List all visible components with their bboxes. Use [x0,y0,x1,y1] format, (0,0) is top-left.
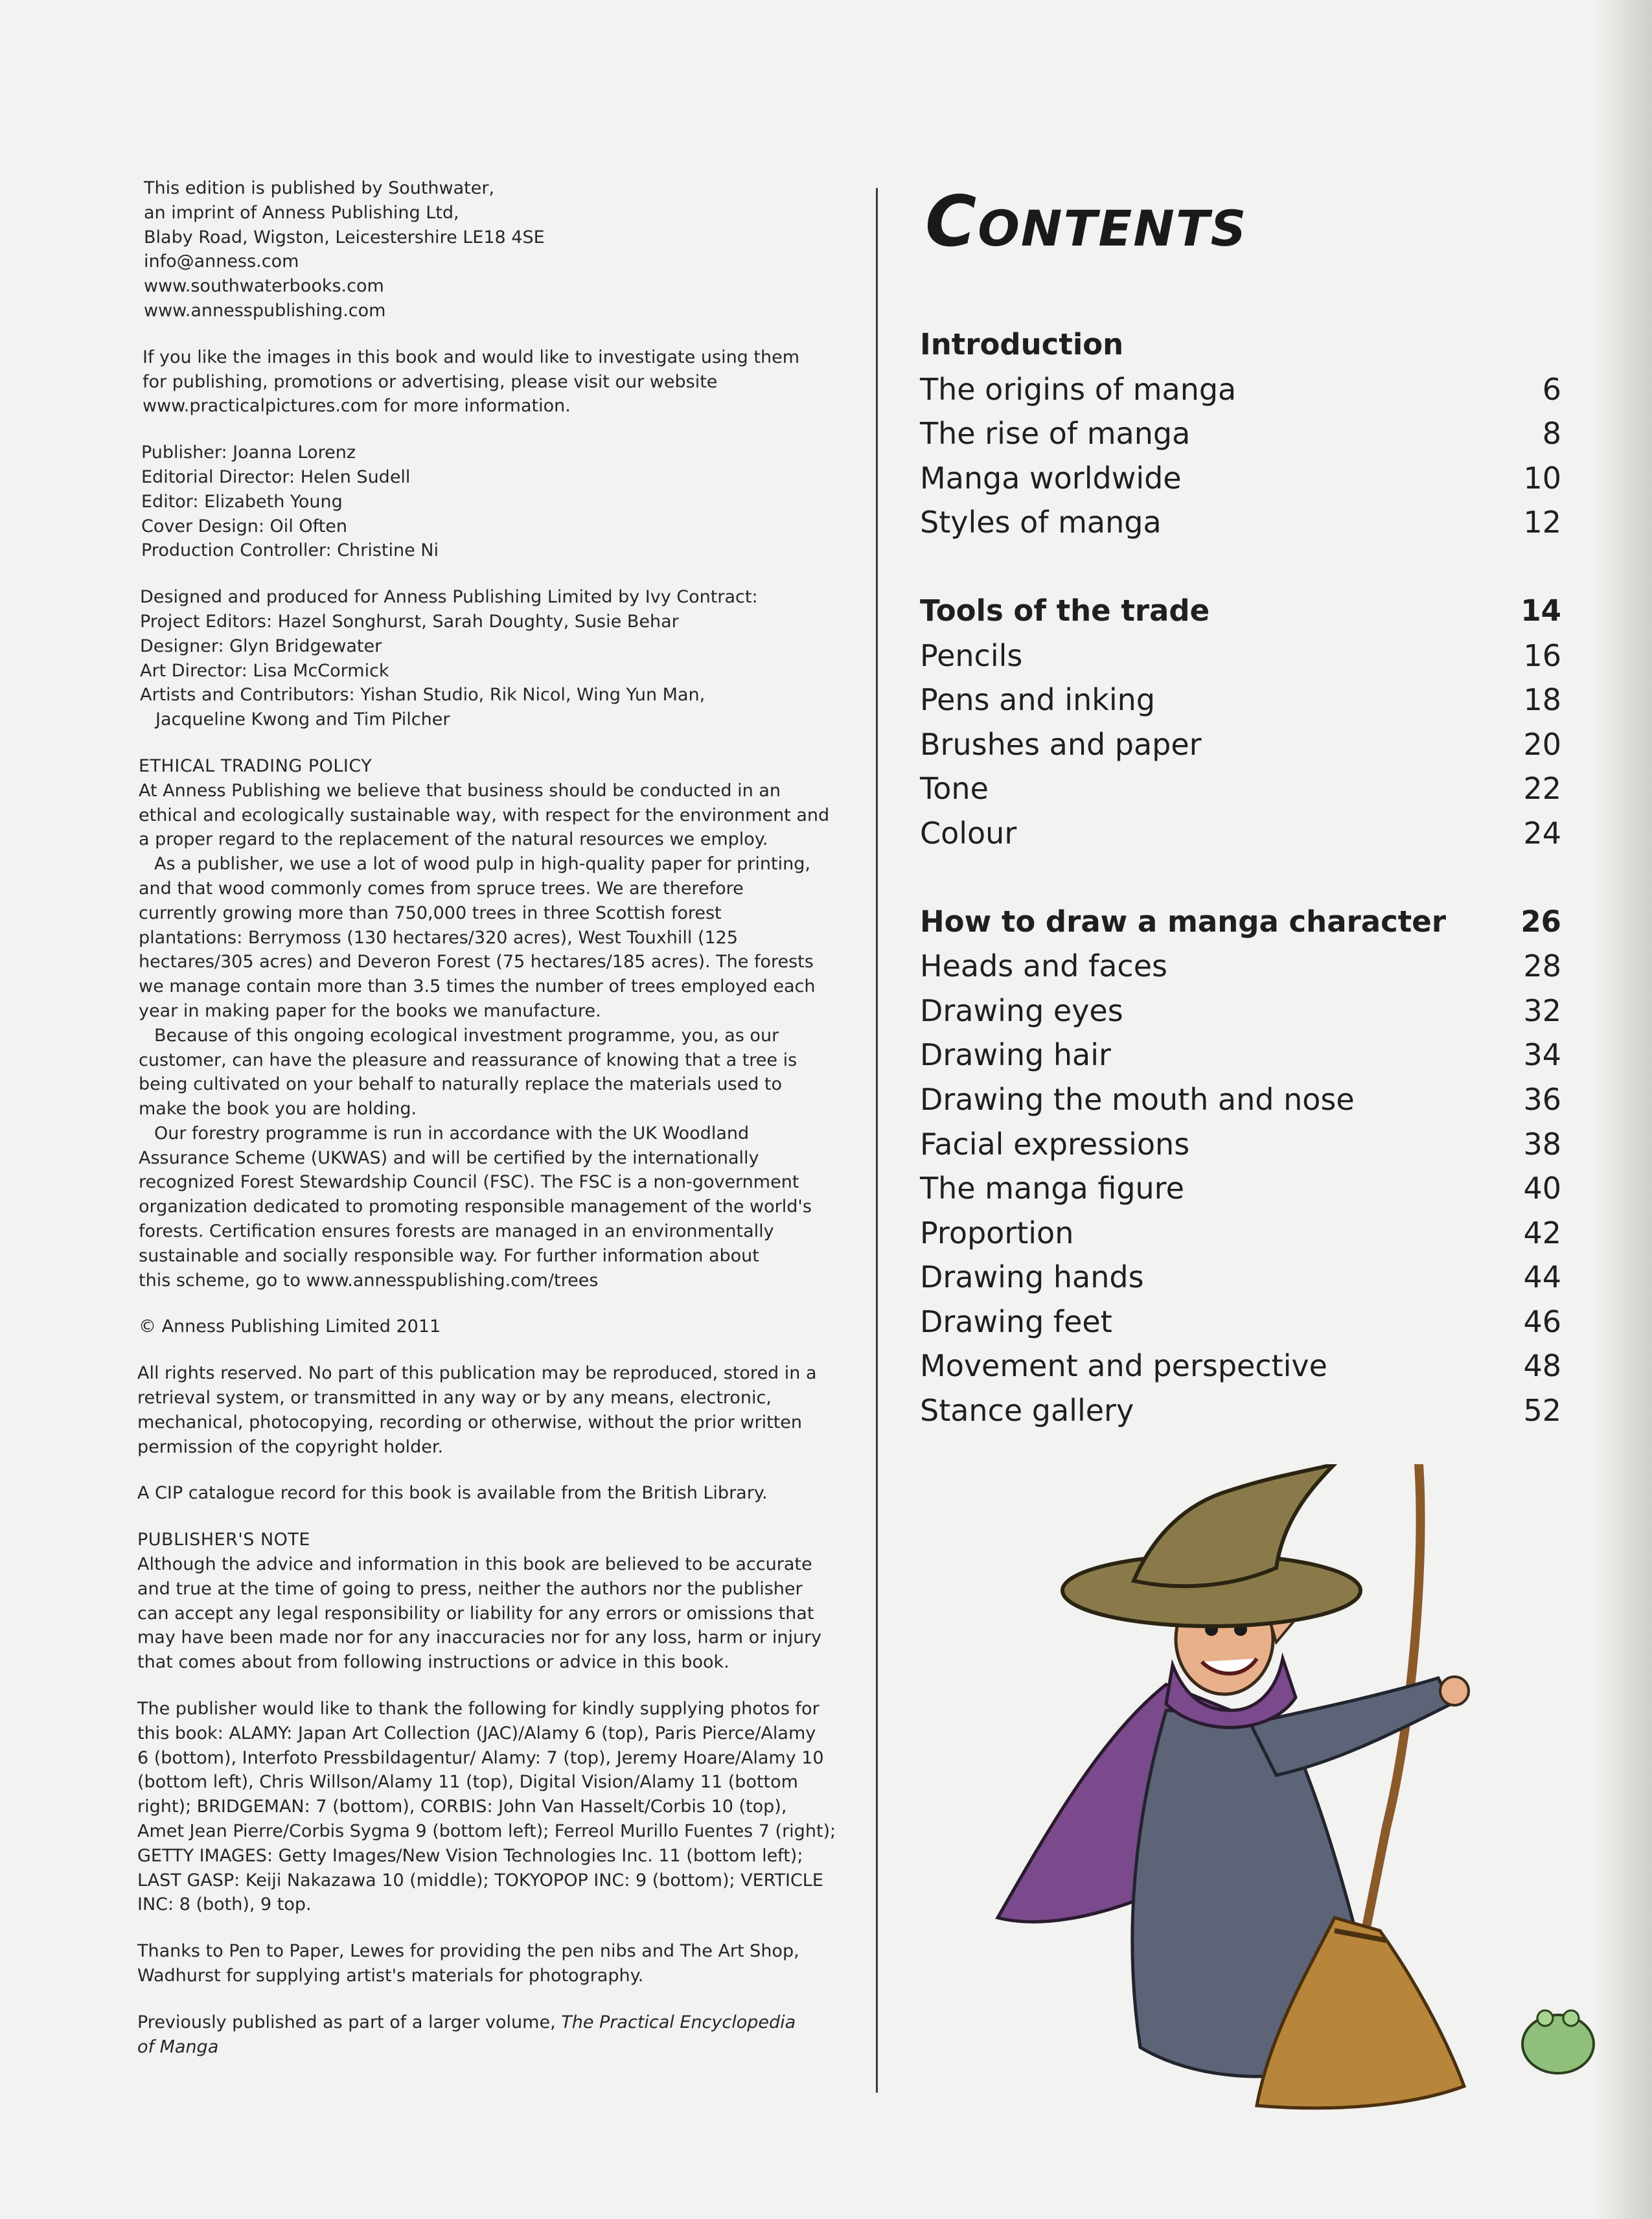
copyright-notice [139,1315,863,1339]
photo-credit-line: 6 (bottom), Interfoto Pressbildagentur/ Alamy: 7 (top), Jeremy Hoare/Alamy 10 [137,1747,824,1768]
toc-entry-label: Tone [920,771,989,807]
design-line: Project Editors: Hazel Songhurst, Sarah Doughty, Susie Behar [140,611,679,632]
publishers-note [137,1528,863,1675]
imprint-block [144,176,863,323]
toc-section-introduction [920,323,1561,545]
photo-credit-line: Amet Jean Pierre/Corbis Sygma 9 (bottom left); Ferreol Murillo Fuentes 7 (right); [137,1821,836,1842]
toc-section-heading[interactable] [920,589,1561,634]
design-line: Artists and Contributors: Yishan Studio, Rik Nicol, Wing Yun Man, [140,685,706,706]
toc-entry[interactable] [920,1211,1561,1256]
toc-entry[interactable] [920,411,1561,456]
design-line: Designer: Glyn Bridgewater [140,636,382,656]
toc-entry-page: 48 [1523,1348,1561,1384]
imprint-line: Blaby Road, Wigston, Leicestershire LE18 4SE [144,227,545,247]
toc-heading-label: Tools of the trade [920,593,1210,628]
ethical-line: plantations: Berrymoss (130 hectares/320 acres), West Touxhill (125 [139,927,739,948]
ethical-line: Our forestry programme is run in accordance with the UK Woodland [154,1123,750,1144]
ethical-line: this scheme, go to www.annesspublishing.com/trees [139,1270,599,1291]
toc-entry[interactable] [920,367,1561,412]
toc-entry-page: 40 [1523,1171,1561,1206]
photo-credit-line: right); BRIDGEMAN: 7 (bottom), CORBIS: John Van Hasselt/Corbis 10 (top), [137,1797,787,1817]
toc-entry[interactable] [920,1344,1561,1388]
staff-credits [141,441,863,563]
ethical-line: ethical and ecologically sustainable way, with respect for the environment and [139,805,830,825]
ethical-line: make the book you are holding. [139,1099,417,1120]
imprint-website: www.southwaterbooks.com [144,276,384,297]
toc-entry[interactable] [920,1166,1561,1211]
toc-entry[interactable] [920,456,1561,501]
toc-entry-page: 24 [1523,815,1561,851]
cip-line: A CIP catalogue record for this book is available from the British Library. [137,1483,768,1504]
toc-entry-label: Drawing hair [920,1037,1111,1073]
cip-notice [137,1481,863,1506]
toc-heading-page: 14 [1520,593,1561,628]
toc-entry-label: Brushes and paper [920,726,1202,762]
book-title-continuation: of Manga [137,2036,219,2057]
toc-heading-page: 26 [1520,904,1561,939]
staff-line: Editor: Elizabeth Young [141,491,343,512]
toc-entry-label: The manga figure [920,1171,1184,1206]
book-title: The Practical Encyclopedia [561,2012,796,2032]
publishers-note-line: Although the advice and information in this book are believed to be accurate [137,1554,812,1575]
toc-entry-page: 52 [1523,1393,1561,1429]
design-credits [140,585,863,732]
toc-entry-page: 32 [1523,993,1561,1028]
ethical-line: customer, can have the pleasure and reassurance of knowing that a tree is [139,1050,797,1070]
photo-credit-line: this book: ALAMY: Japan Art Collection (JAC)/Alamy 6 (top), Paris Pierce/Alamy [137,1723,816,1743]
ethical-line: a proper regard to the replacement of the natural resources we employ. [139,829,768,850]
toc-entry-page: 20 [1523,726,1561,762]
imprint-line: This edition is published by Southwater, [144,178,495,198]
frog-eye-right [1563,2010,1579,2026]
staff-line: Editorial Director: Helen Sudell [141,466,411,487]
copyright-column [137,176,863,2081]
ethical-line: sustainable and socially responsible way. For further information about [139,1245,759,1266]
toc-entry[interactable] [920,1300,1561,1344]
rights-line: All rights reserved. No part of this publication may be reproduced, stored in a [137,1363,817,1384]
toc-entry-label: The origins of manga [920,371,1237,407]
toc-entry-label: Drawing eyes [920,993,1123,1028]
thanks-note [137,1939,863,1988]
previously-published-line [137,2010,863,2035]
staff-line: Cover Design: Oil Often [141,516,347,536]
toc-entry-page: 22 [1523,771,1561,807]
design-line-continuation: Jacqueline Kwong and Tim Pilcher [155,709,450,730]
ethical-line: we manage contain more than 3.5 times the number of trees employed each [139,976,816,997]
toc-entry[interactable] [920,678,1561,722]
witch-hand [1440,1677,1469,1705]
toc-entry[interactable] [920,989,1561,1033]
toc-section-heading[interactable] [920,323,1561,367]
toc-entry[interactable] [920,944,1561,989]
previously-published-text: Previously published as part of a larger volume, [137,2012,562,2032]
photo-credit-line: INC: 8 (both), 9 top. [137,1894,312,1915]
ethical-line: organization dedicated to promoting responsible management of the world's [139,1197,812,1217]
frog-eye-left [1537,2010,1553,2026]
toc-entry-label: Pencils [920,638,1023,673]
toc-entry[interactable] [920,722,1561,767]
ethical-line: being cultivated on your behalf to naturally replace the materials used to [139,1074,783,1095]
ethical-heading: ETHICAL TRADING POLICY [139,755,373,776]
publishers-note-line: that comes about from following instructions or advice in this book. [137,1652,729,1673]
pictures-note-line: for publishing, promotions or advertising, please visit our website [143,371,718,392]
toc-entry-label: Drawing hands [920,1259,1144,1295]
column-divider [876,188,878,2093]
toc-entry-label: Proportion [920,1215,1074,1250]
ethical-line: forests. Certification ensures forests are managed in an environmentally [139,1221,774,1242]
ethical-line: At Anness Publishing we believe that business should be conducted in an [139,780,781,801]
witch-illustration [972,1464,1633,2112]
publishers-note-line: and true at the time of going to press, neither the authors nor the publisher [137,1578,803,1599]
ethical-line: Because of this ongoing ecological investment programme, you, as our [154,1025,779,1046]
ethical-line: currently growing more than 750,000 trees in three Scottish forest [139,903,722,923]
imprint-website: www.annesspublishing.com [144,300,386,321]
staff-line: Publisher: Joanna Lorenz [141,443,356,463]
toc-entry-label: Manga worldwide [920,460,1182,496]
toc-entry[interactable] [920,1122,1561,1167]
rights-line: permission of the copyright holder. [137,1436,444,1457]
ethical-line: and that wood commonly comes from spruce trees. We are therefore [139,878,744,899]
ethical-trading-policy [139,754,863,1293]
toc-entry-page: 42 [1523,1215,1561,1250]
design-line: Designed and produced for Anness Publishing Limited by Ivy Contract: [140,587,758,608]
toc-entry-page: 44 [1523,1259,1561,1295]
thanks-line: Wadhurst for supplying artist's materials for photography. [137,1966,644,1986]
toc-heading-label: How to draw a manga character [920,904,1447,939]
toc-section-heading[interactable] [920,900,1561,945]
contents-title: Contents [925,181,1248,262]
previously-published [137,2010,863,2060]
imprint-email: info@anness.com [144,251,299,272]
staff-line: Production Controller: Christine Ni [141,540,439,561]
publishers-note-heading: PUBLISHER'S NOTE [137,1530,310,1550]
toc-entry-label: Drawing the mouth and nose [920,1081,1355,1117]
toc-entry-label: Movement and perspective [920,1348,1327,1384]
frog-body [1522,2015,1594,2073]
toc-entry-page: 28 [1523,949,1561,984]
rights-line: mechanical, photocopying, recording or otherwise, without the prior written [137,1412,802,1432]
pictures-note-line: www.practicalpictures.com for more information. [143,396,571,417]
toc-entry[interactable] [920,634,1561,678]
toc-entry[interactable] [920,1388,1561,1433]
pictures-note-line: If you like the images in this book and would like to investigate using them [143,347,800,367]
ethical-line: Assurance Scheme (UKWAS) and will be certified by the internationally [139,1147,759,1168]
ethical-line: year in making paper for the books we manufacture. [139,1000,601,1021]
toc-entry-label: Pens and inking [920,682,1156,718]
design-line: Art Director: Lisa McCormick [140,660,389,681]
toc-entry[interactable] [920,811,1561,856]
toc-entry-page: 46 [1523,1304,1561,1339]
toc-entry[interactable] [920,766,1561,811]
photo-credit-line: GETTY IMAGES: Getty Images/New Vision Technologies Inc. 11 (bottom left); [137,1845,803,1866]
photo-credit-line: The publisher would like to thank the following for kindly supplying photos for [137,1699,820,1719]
pictures-note [143,345,863,419]
photo-credits [137,1697,863,1917]
toc-entry-page: 36 [1523,1081,1561,1117]
toc-entry-label: Styles of manga [920,505,1162,540]
toc-entry[interactable] [920,1033,1561,1077]
toc-section-tools [920,589,1561,856]
publishers-note-line: may have been made nor for any inaccuracies nor for any loss, harm or injury [137,1627,822,1648]
toc-entry-label: The rise of manga [920,416,1191,452]
toc-entry-page: 38 [1523,1126,1561,1162]
toc-entry-label: Colour [920,815,1017,851]
toc-entry-page: 34 [1523,1037,1561,1073]
imprint-line: an imprint of Anness Publishing Ltd, [144,202,459,223]
toc-section-how-to-draw [920,900,1561,1433]
toc-heading-label: Introduction [920,327,1124,362]
toc-entry-page: 6 [1542,371,1561,407]
photo-credit-line: (bottom left), Chris Willson/Alamy 11 (top), Digital Vision/Alamy 11 (bottom [137,1772,798,1793]
toc-entry-label: Drawing feet [920,1304,1112,1339]
toc-entry-label: Facial expressions [920,1126,1190,1162]
rights-line: retrieval system, or transmitted in any way or by any means, electronic, [137,1388,772,1408]
toc-entry-page: 16 [1523,638,1561,673]
toc-entry[interactable] [920,1077,1561,1122]
thanks-line: Thanks to Pen to Paper, Lewes for providing the pen nibs and The Art Shop, [137,1941,799,1962]
ethical-line: As a publisher, we use a lot of wood pulp in high-quality paper for printing, [154,854,810,875]
ethical-line: hectares/305 acres) and Deveron Forest (75 hectares/185 acres). The forests [139,952,814,972]
photo-credit-line: LAST GASP: Keiji Nakazawa 10 (middle); TOKYOPOP INC: 9 (bottom); VERTICLE [137,1870,823,1891]
toc-entry-page: 10 [1523,460,1561,496]
toc-entry[interactable] [920,1255,1561,1300]
rights-reserved [137,1361,863,1459]
toc-entry-page: 12 [1523,505,1561,540]
copyright-line: © Anness Publishing Limited 2011 [139,1316,441,1337]
ethical-line: recognized Forest Stewardship Council (FSC). The FSC is a non-government [139,1172,799,1193]
toc-entry-page: 8 [1542,416,1561,452]
toc-entry-label: Stance gallery [920,1393,1134,1429]
table-of-contents [920,323,1561,1477]
toc-entry-page: 18 [1523,682,1561,718]
toc-entry-label: Heads and faces [920,949,1167,984]
toc-entry[interactable] [920,500,1561,545]
publishers-note-line: can accept any legal responsibility or liability for any errors or omissions that [137,1603,814,1624]
